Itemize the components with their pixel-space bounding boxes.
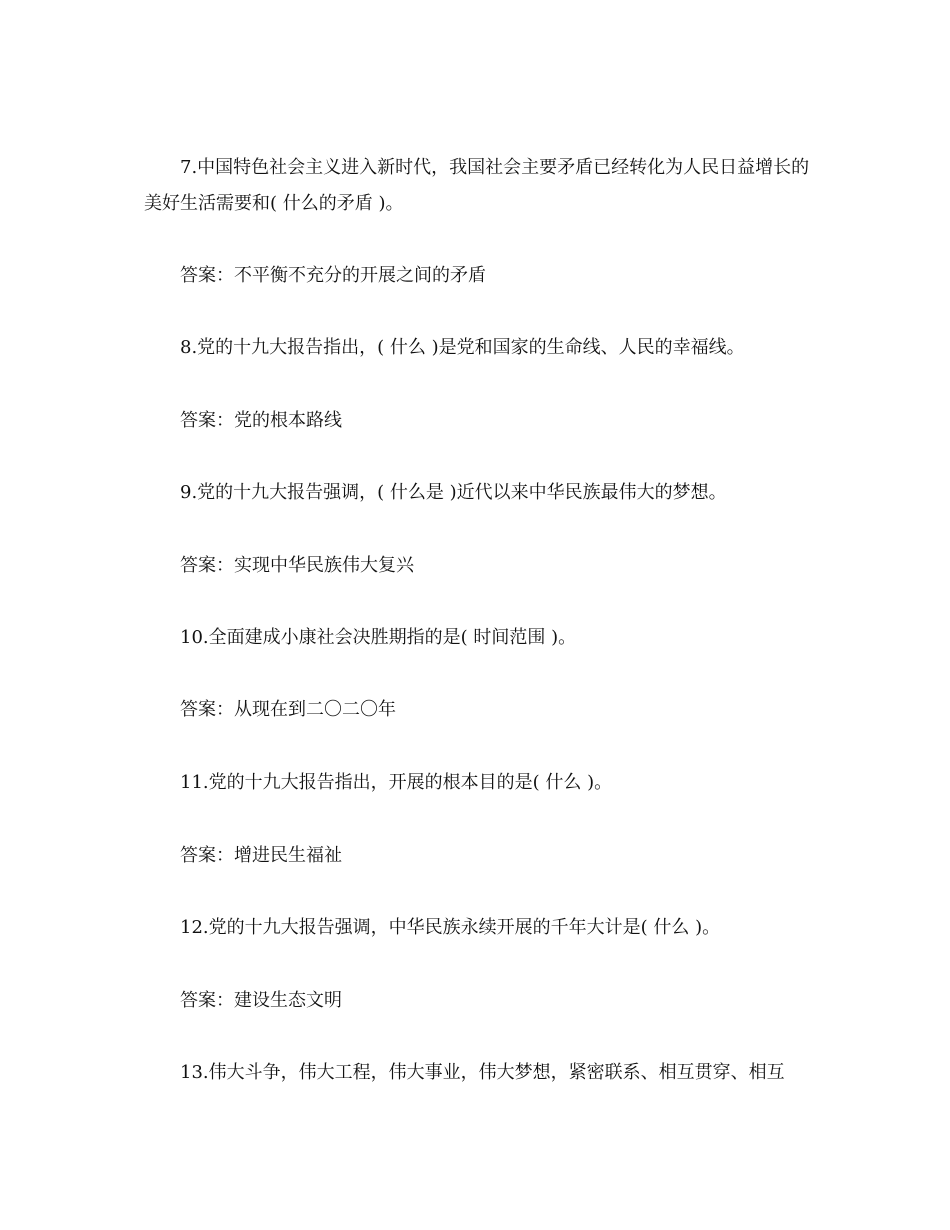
question-11: 11.党的十九大报告指出，开展的根本目的是( 什么 )。 — [180, 772, 613, 793]
answer-7: 答案：不平衡不充分的开展之间的矛盾 — [180, 265, 486, 286]
answer-11: 答案：增进民生福祉 — [180, 845, 342, 866]
question-9: 9.党的十九大报告强调，( 什么是 )近代以来中华民族最伟大的梦想。 — [180, 482, 727, 503]
question-7: 7.中国特色社会主义进入新时代，我国社会主要矛盾已经转化为人民日益增长的美好生活需要和( 什么的矛盾 )。 — [144, 157, 810, 214]
question-8: 8.党的十九大报告指出，( 什么 )是党和国家的生命线、人民的幸福线。 — [180, 337, 745, 358]
answer-12: 答案：建设生态文明 — [180, 990, 342, 1011]
answer-10: 答案：从现在到二〇二〇年 — [180, 699, 396, 720]
answer-8: 答案：党的根本路线 — [180, 410, 342, 431]
question-12: 12.党的十九大报告强调，中华民族永续开展的千年大计是( 什么 )。 — [180, 917, 721, 938]
question-10: 10.全面建成小康社会决胜期指的是( 时间范围 )。 — [180, 627, 577, 648]
answer-9: 答案：实现中华民族伟大复兴 — [180, 555, 414, 576]
question-13: 13.伟大斗争，伟大工程，伟大事业，伟大梦想，紧密联系、相互贯穿、相互 — [180, 1062, 785, 1083]
